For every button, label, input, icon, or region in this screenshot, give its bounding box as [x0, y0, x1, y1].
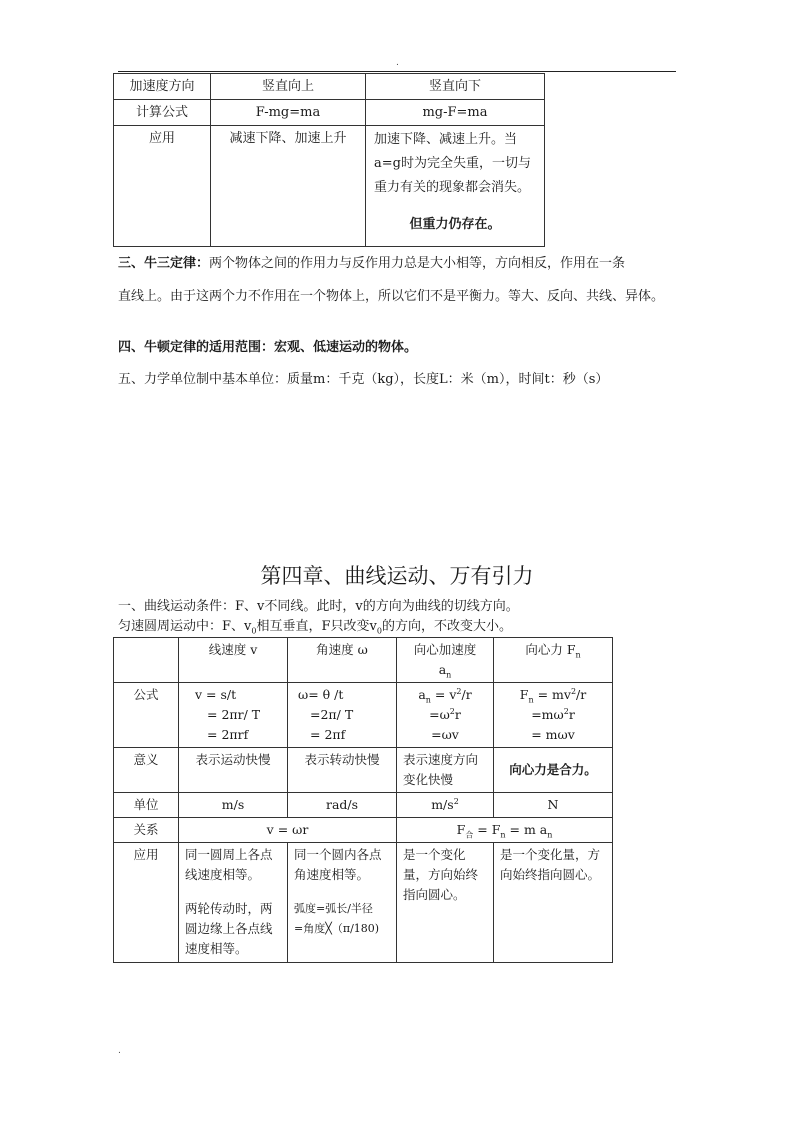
header-rule [118, 71, 676, 72]
table-cell: 应用 [114, 126, 211, 247]
text: r [568, 707, 575, 722]
sup: 2 [563, 706, 569, 716]
table-row [114, 818, 613, 843]
section-4: 四、牛顿定律的适用范围：宏观、低速运动的物体。 [118, 340, 418, 355]
table-cell: 表示运动快慢 [179, 748, 288, 793]
text: =ω [429, 707, 450, 722]
sub: n [500, 830, 506, 840]
text: =mω [531, 707, 564, 722]
section-3-head: 三、牛三定律： [118, 256, 210, 271]
table-cell [288, 683, 397, 748]
apply-down-bold: 但重力仍存在。 [409, 217, 501, 232]
table-cell: 计算公式 [114, 100, 211, 126]
text: 相互垂直，F只改变v [256, 619, 377, 634]
section-5: 五、力学单位制中基本单位：质量m：千克（kg），长度L：米（m），时间t：秒（s） [118, 372, 609, 387]
table-cell: 减速下降、加速上升 [211, 126, 366, 247]
text: 的方向，不改变大小。 [381, 619, 512, 634]
table-row [114, 748, 613, 793]
table-cell [288, 843, 397, 963]
table-cell: m/s [179, 793, 288, 818]
formula: = 2πrf [207, 727, 249, 742]
table-cell: 加速度方向 [114, 74, 211, 100]
table-cell: 竖直向下 [366, 74, 545, 100]
circular-motion-table [113, 637, 613, 963]
table-row [114, 126, 545, 247]
table-cell: v = ωr [179, 818, 397, 843]
table-cell: 是一个变化量，方向始终指向圆心。 [397, 843, 494, 963]
section-3-line1: 两个物体之间的作用力与反作用力总是大小相等，方向相反，作用在一条 [209, 256, 626, 271]
sub: n [446, 670, 452, 680]
formula: =ωv [431, 727, 459, 742]
table-cell [494, 638, 613, 683]
table-row [114, 74, 545, 100]
sub: 0 [376, 626, 382, 636]
table-cell [179, 683, 288, 748]
text: 匀速圆周运动中：F、v [118, 619, 252, 634]
table-cell [494, 683, 613, 748]
table-cell: 线速度 v [179, 638, 288, 683]
apply-down-text: 加速下降、减速上升。当a=g时为完全失重，一切与重力有关的现象都会消失。 [374, 132, 531, 195]
chapter-line1: 一、曲线运动条件：F、v不同线。此时，v的方向为曲线的切线方向。 [118, 599, 519, 614]
section-3 [118, 254, 678, 274]
table-cell [397, 683, 494, 748]
table-cell: rad/s [288, 793, 397, 818]
sub: n [547, 830, 553, 840]
text: a [418, 687, 426, 702]
formula: v = s/t [195, 687, 237, 702]
acceleration-table [113, 73, 545, 247]
table-cell [397, 638, 494, 683]
text: = m a [505, 822, 548, 837]
text: F [456, 822, 466, 837]
table-cell: 竖直向上 [211, 74, 366, 100]
table-row [114, 100, 545, 126]
app-text: =角度╳（π/180) [294, 922, 380, 935]
hdr-a: 向心加速度 [413, 642, 477, 657]
table-cell: 向心力是合力。 [494, 748, 613, 793]
table-cell: 是一个变化量，方向始终指向圆心。 [494, 843, 613, 963]
table-cell: 应用 [114, 843, 179, 963]
app-text: 同一个圆内各点角速度相等。 [294, 847, 382, 882]
text: = F [473, 822, 501, 837]
text: = mv [533, 687, 571, 702]
text: /r [461, 687, 472, 702]
text: F [519, 687, 529, 702]
table-row [114, 638, 613, 683]
sup: 2 [453, 796, 459, 806]
header-dot: . [396, 58, 399, 68]
table-cell: 关系 [114, 818, 179, 843]
table-cell: 表示速度方向变化快慢 [397, 748, 494, 793]
app-text: 弧度=弧长/半径 [294, 902, 373, 915]
formula: = 2πr/ T [207, 707, 261, 722]
formula: =2π/ T [310, 707, 354, 722]
table-cell: 单位 [114, 793, 179, 818]
chapter-line2 [118, 617, 678, 637]
text: a [438, 662, 447, 677]
text: /r [576, 687, 587, 702]
sub: n [528, 695, 534, 705]
section-3-cont: 直线上。由于这两个力不作用在一个物体上，所以它们不是平衡力。等大、反向、共线、异体。 [118, 289, 665, 304]
sup: 2 [570, 686, 577, 696]
app-text: 两轮传动时，两圆边缘上各点线速度相等。 [185, 901, 273, 956]
table-cell: F-mg=ma [211, 100, 366, 126]
formula: ω= θ /t [298, 687, 344, 702]
text: 向心力 F [525, 642, 576, 657]
table-cell [114, 638, 179, 683]
table-cell: 公式 [114, 683, 179, 748]
table-cell: 表示转动快慢 [288, 748, 397, 793]
text: = v [430, 687, 457, 702]
text: r [454, 707, 461, 722]
formula: = 2πf [310, 727, 346, 742]
sub: 0 [251, 626, 257, 636]
sub: n [425, 695, 431, 705]
sub: 合 [465, 830, 474, 840]
table-cell [179, 843, 288, 963]
app-text: 同一圆周上各点线速度相等。 [185, 847, 273, 882]
table-cell: 意义 [114, 748, 179, 793]
sub: n [575, 650, 581, 660]
footer-dot: . [118, 1046, 121, 1056]
table-cell [397, 793, 494, 818]
table-row [114, 793, 613, 818]
text: m/s [431, 797, 454, 812]
table-cell [366, 126, 545, 247]
table-cell [397, 818, 613, 843]
formula: = mωv [531, 727, 575, 742]
table-row [114, 843, 613, 963]
table-row [114, 683, 613, 748]
sup: 2 [456, 686, 462, 696]
chapter-title: 第四章、曲线运动、万有引力 [260, 564, 534, 588]
table-cell: N [494, 793, 613, 818]
sup: 2 [449, 706, 455, 716]
table-cell: mg-F=ma [366, 100, 545, 126]
table-cell: 角速度 ω [288, 638, 397, 683]
